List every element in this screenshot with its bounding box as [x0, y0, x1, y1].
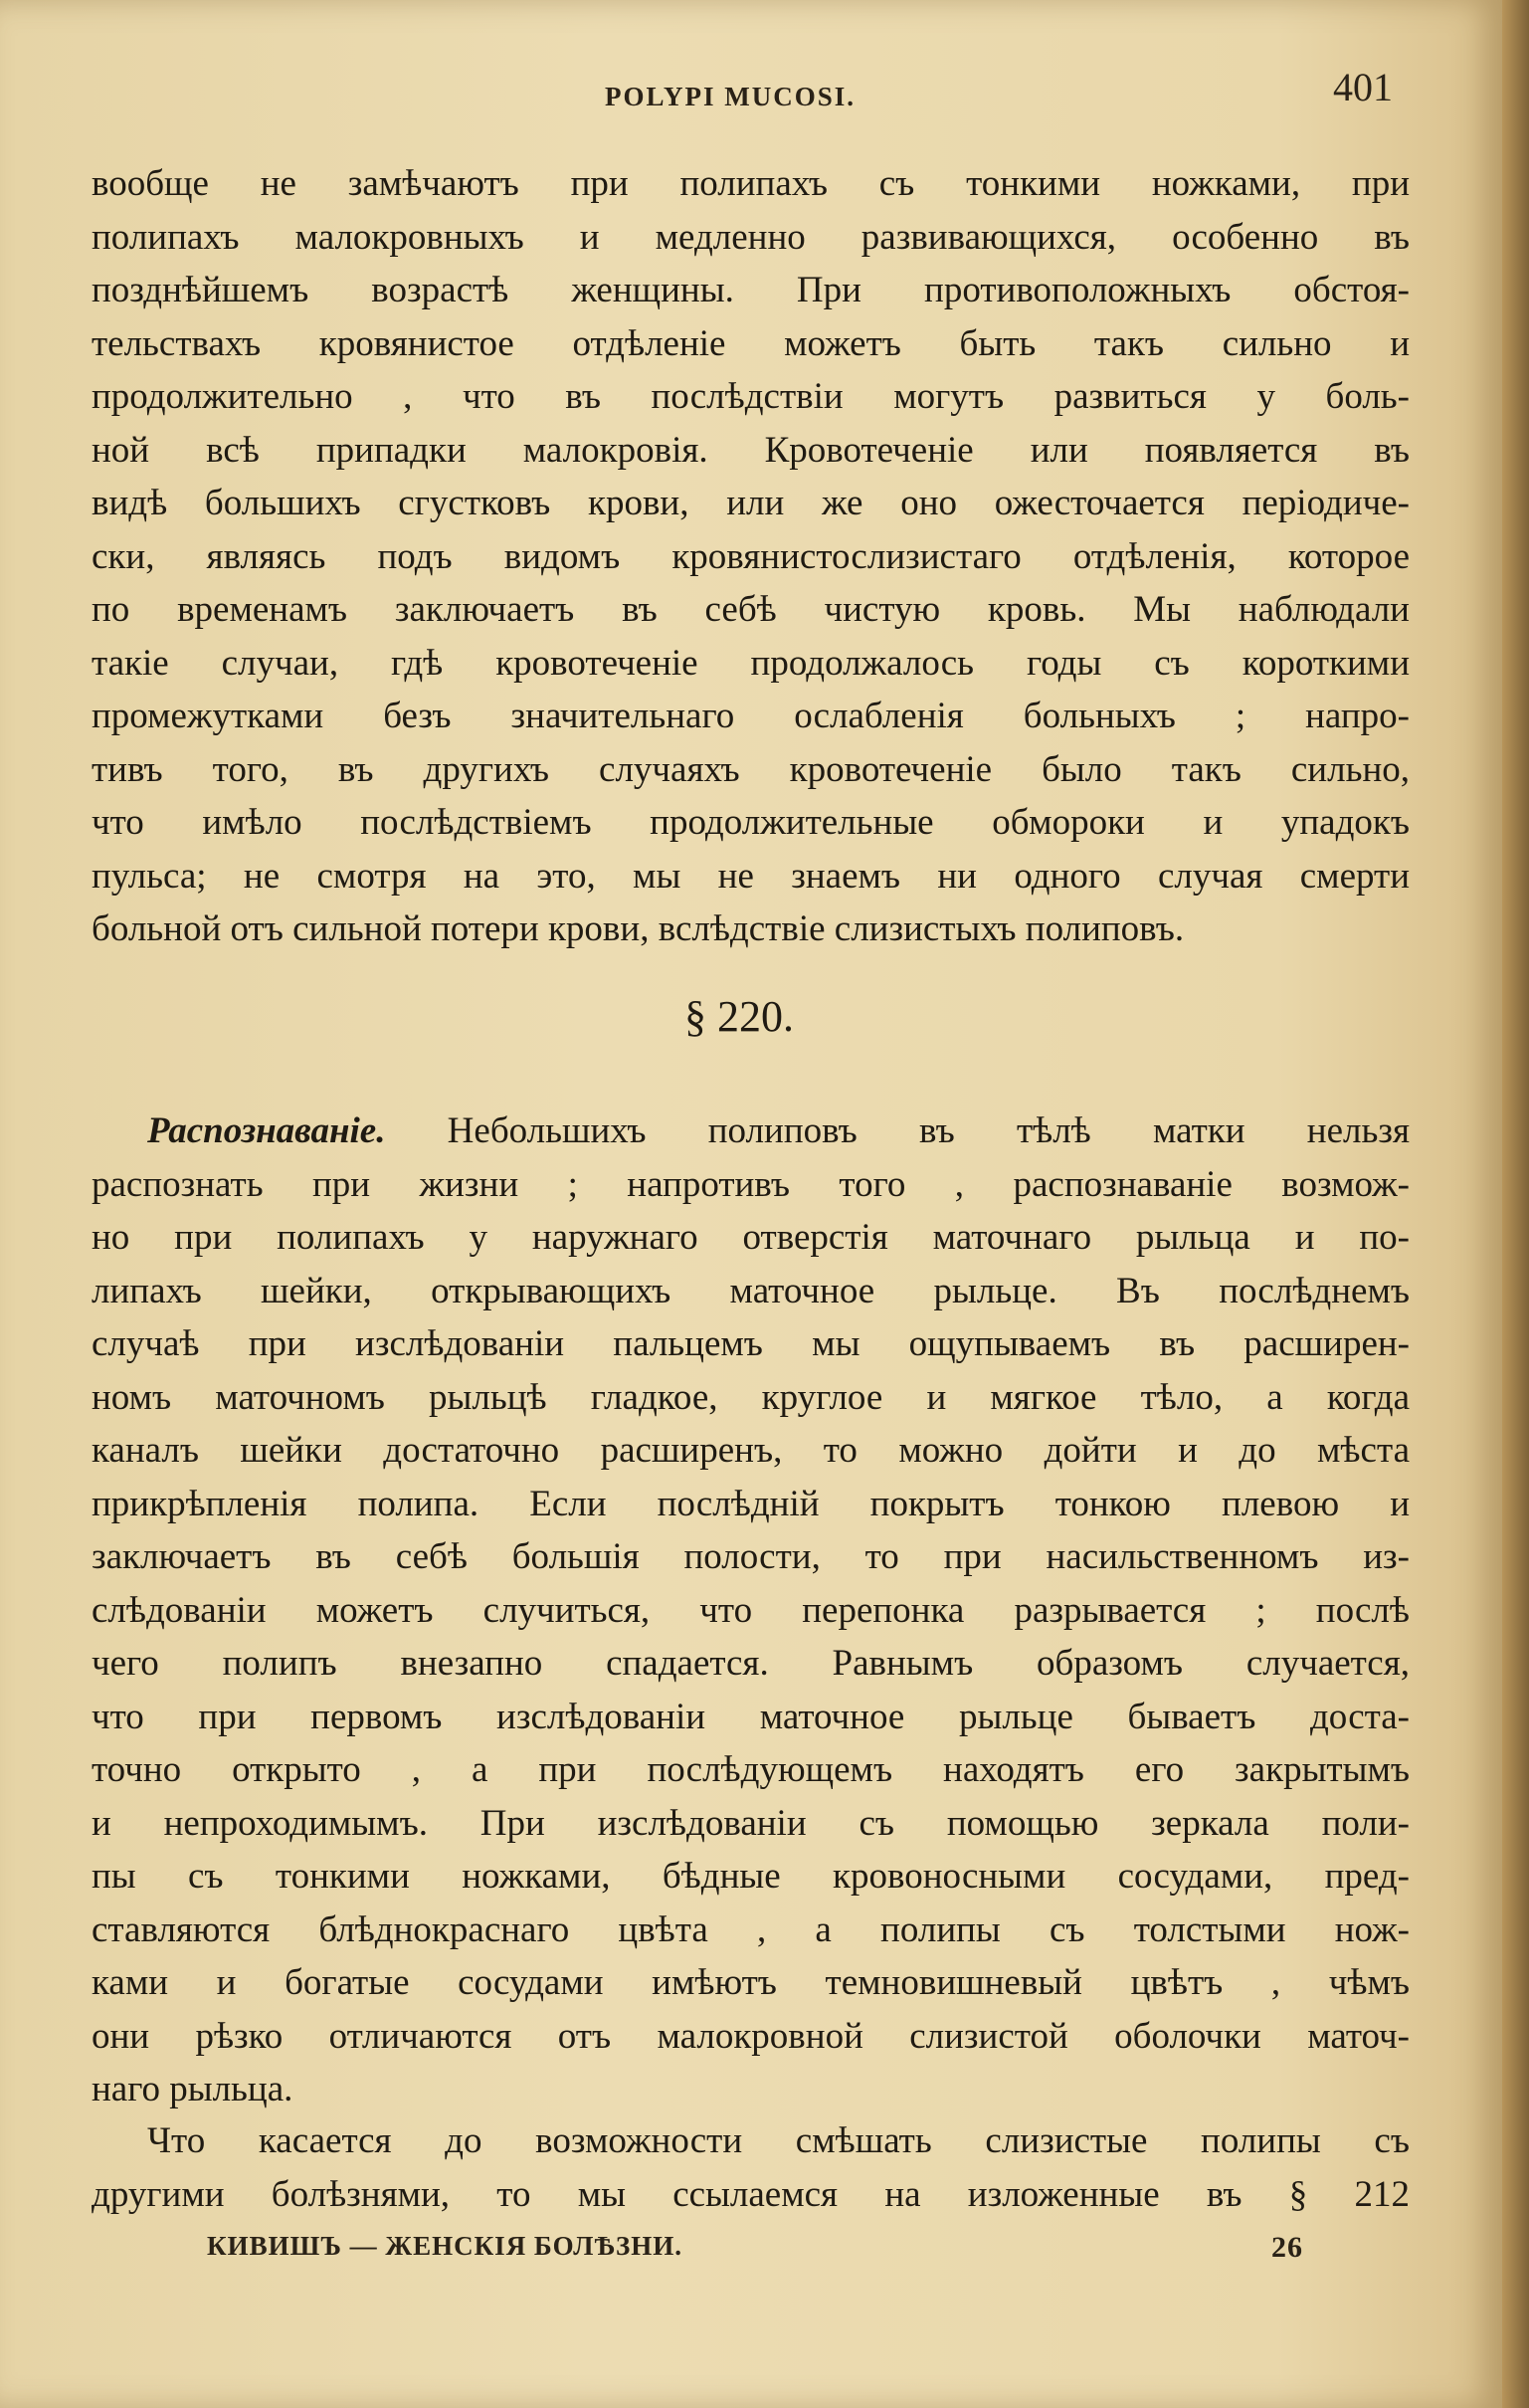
text-line: другими болѣзнями, то мы ссылаемся на изложенные въ § 212 — [92, 2173, 1410, 2215]
text-line: ками и богатые сосудами имѣютъ темновишневый цвѣтъ , чѣмъ — [92, 1962, 1410, 2003]
text-line: чего полипъ внезапно спадается. Равнымъ образомъ случается, — [92, 1643, 1410, 1684]
text-line: видѣ большихъ сгустковъ крови, или же оно ожесточается періодиче- — [92, 483, 1410, 523]
section-number: § 220. — [684, 992, 794, 1041]
text-line: полипахъ малокровныхъ и медленно развивающихся, особенно въ — [92, 216, 1410, 258]
text-line: больной отъ сильной потери крови, вслѣдствіе слизистыхъ полиповъ. — [92, 908, 1185, 949]
text-line: случаѣ при изслѣдованіи пальцемъ мы ощупываемъ въ расширен- — [92, 1323, 1410, 1364]
text-line: позднѣйшемъ возрастѣ женщины. При противоположныхъ обстоя- — [92, 270, 1410, 310]
text-line: они рѣзко отличаются отъ малокровной слизистой оболочки маточ- — [92, 2015, 1410, 2057]
first-line-rest: Небольшихъ полиповъ въ тѣлѣ матки нельзя — [385, 1110, 1410, 1151]
footer-title: КИВИШЪ — ЖЕНСКІЯ БОЛѢЗНИ. — [207, 2231, 683, 2261]
text-line: Что касается до возможности смѣшать слизистые полипы съ — [147, 2120, 1410, 2161]
paragraph-1 — [92, 157, 1410, 956]
text-line: вообще не замѣчаютъ при полипахъ съ тонкими ножками, при — [92, 163, 1410, 204]
paragraph-3 — [92, 2114, 1410, 2221]
text-line: что при первомъ изслѣдованіи маточное рыльце бываетъ доста- — [92, 1696, 1410, 1737]
text-line: и непроходимымъ. При изслѣдованіи съ помощью зеркала поли- — [92, 1802, 1410, 1844]
paragraph-lead-term: Распознаваніе. — [147, 1110, 386, 1151]
text-line: по временамъ заключаетъ въ себѣ чистую кровь. Мы наблюдали — [92, 589, 1410, 630]
text-line: промежутками безъ значительнаго ослабленія больныхъ ; напро- — [92, 696, 1410, 736]
text-line: точно открыто , а при послѣдующемъ находятъ его закрытымъ — [92, 1749, 1410, 1790]
text-line: тивъ того, въ другихъ случаяхъ кровотеченіе было такъ сильно, — [92, 748, 1410, 790]
text-line: наго рыльца. — [92, 2069, 293, 2109]
text-line: распознать при жизни ; напротивъ того , распознаваніе возмож- — [92, 1163, 1410, 1205]
text-line: прикрѣпленія полипа. Если послѣдній покрытъ тонкою плевою и — [92, 1483, 1410, 1524]
text-line: заключаетъ въ себѣ большія полости, то при насильственномъ из- — [92, 1536, 1410, 1577]
section-heading — [0, 991, 1502, 1042]
text-line: что имѣло послѣдствіемъ продолжительные обмороки и упадокъ — [92, 802, 1410, 843]
text-line: каналъ шейки достаточно расширенъ, то можно дойти и до мѣста — [92, 1430, 1410, 1471]
page-footer — [0, 2231, 1502, 2271]
text-line: тельствахъ кровянистое отдѣленіе можетъ быть такъ сильно и — [92, 322, 1410, 364]
paragraph-2 — [92, 1104, 1410, 2116]
text-line: такіе случаи, гдѣ кровотеченіе продолжалось годы съ короткими — [92, 642, 1410, 684]
page-edge — [1502, 0, 1529, 2408]
text-line: пы съ тонкими ножками, бѣдные кровоносными сосудами, пред- — [92, 1856, 1410, 1897]
text-line: продолжительно , что въ послѣдствіи могутъ развиться у боль- — [92, 376, 1410, 417]
text-line: липахъ шейки, открывающихъ маточное рыльце. Въ послѣднемъ — [92, 1270, 1410, 1311]
text-line: ски, являясь подъ видомъ кровянистослизистаго отдѣленія, которое — [92, 535, 1410, 577]
running-head: POLYPI MUCOSI. — [605, 82, 857, 111]
text-line: слѣдованіи можетъ случиться, что перепонка разрывается ; послѣ — [92, 1589, 1410, 1631]
signature-mark: 26 — [1271, 2231, 1303, 2264]
text-line: номъ маточномъ рыльцѣ гладкое, круглое и мягкое тѣло, а когда — [92, 1376, 1410, 1418]
text-line: пульса; не смотря на это, мы не знаемъ ни одного случая смерти — [92, 855, 1410, 897]
text-line — [92, 1104, 1410, 1158]
text-line: ставляются блѣднокраснаго цвѣта , а полипы съ толстыми нож- — [92, 1908, 1410, 1950]
text-line: ной всѣ припадки малокровія. Кровотеченіе или появляется въ — [92, 429, 1410, 471]
page-header — [0, 64, 1502, 123]
text-line: но при полипахъ у наружнаго отверстія маточнаго рыльца и по- — [92, 1217, 1410, 1258]
page-number: 401 — [1333, 65, 1393, 109]
